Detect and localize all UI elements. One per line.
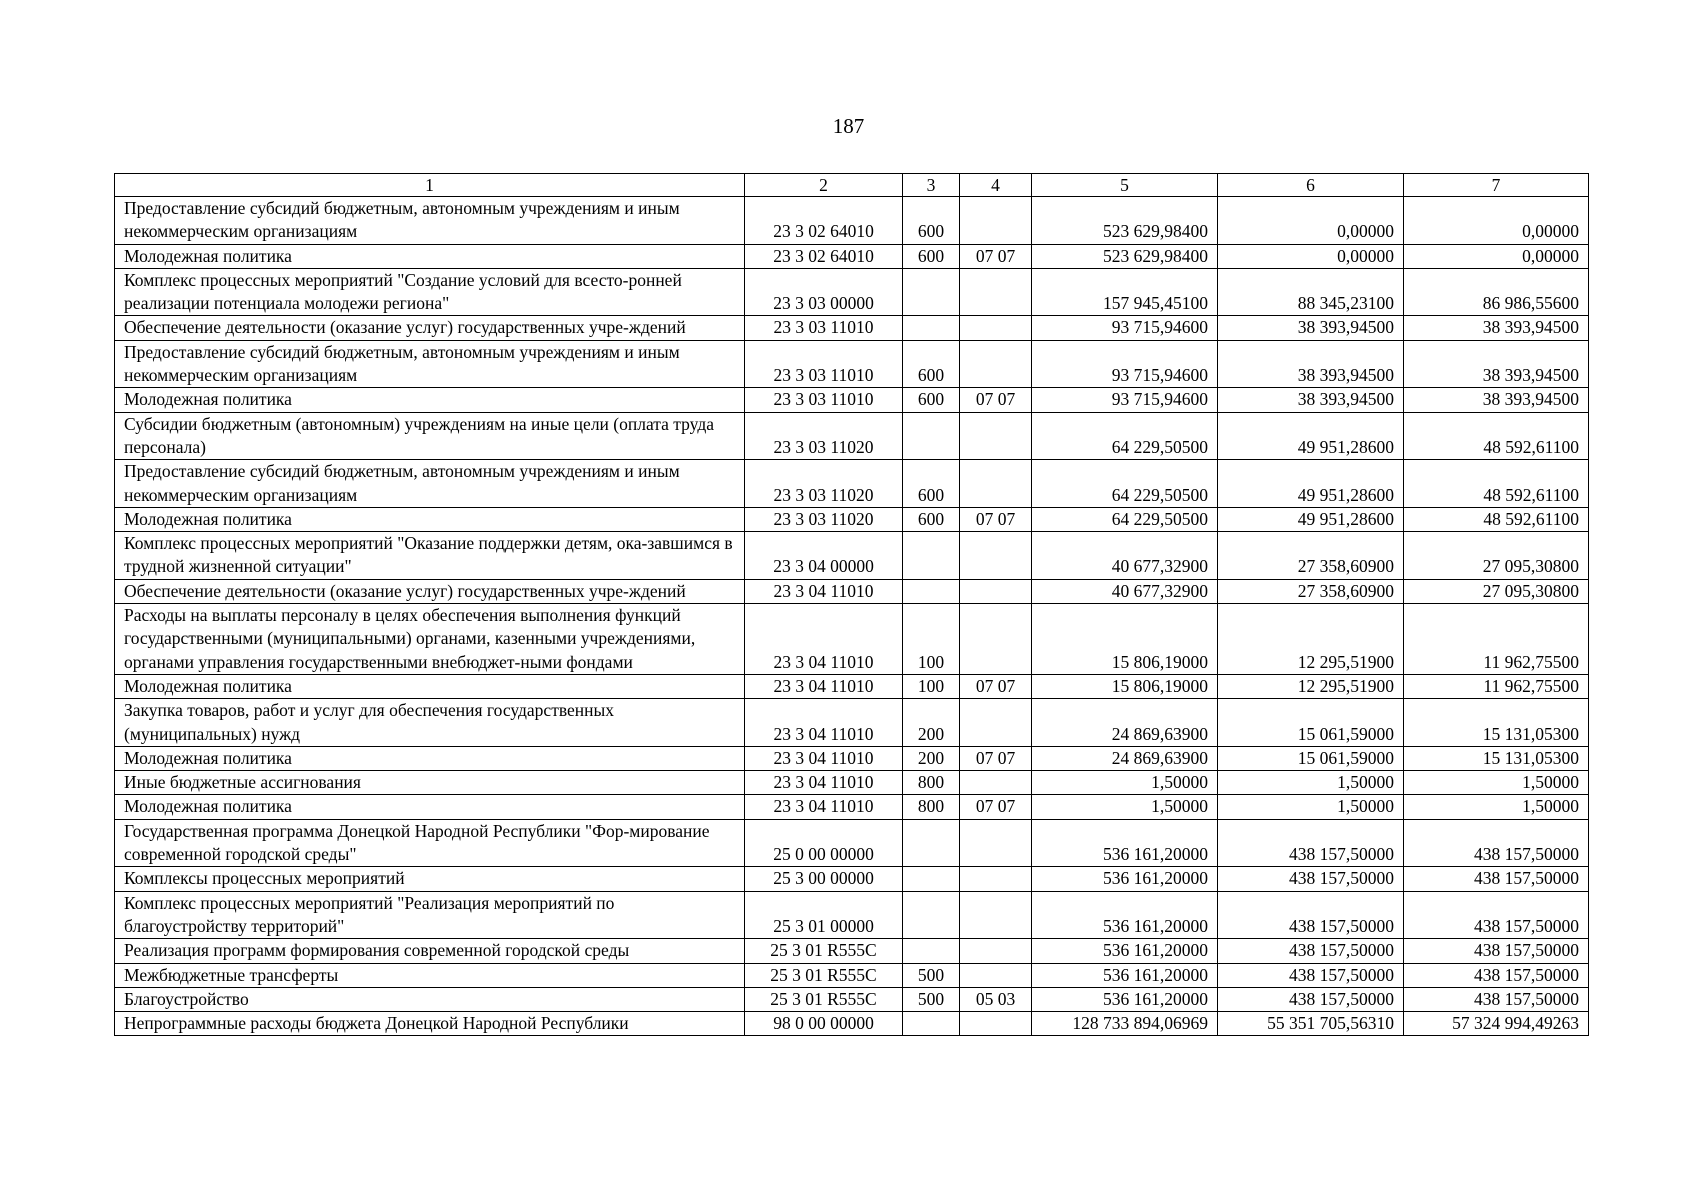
row-section-cell	[960, 579, 1032, 603]
table-row	[115, 771, 1589, 795]
row-expense-type-cell: 200	[903, 746, 960, 770]
row-amount-2-cell: 27 358,60900	[1218, 532, 1404, 580]
row-amount-3-cell: 0,00000	[1404, 244, 1589, 268]
row-section-cell	[960, 891, 1032, 939]
table-row	[115, 1012, 1589, 1036]
table-row	[115, 316, 1589, 340]
row-code-cell: 25 3 01 00000	[745, 891, 903, 939]
row-amount-3-cell: 38 393,94500	[1404, 340, 1589, 388]
row-expense-type-cell: 600	[903, 460, 960, 508]
row-amount-3-cell: 11 962,75500	[1404, 604, 1589, 675]
row-amount-3-cell: 48 592,61100	[1404, 412, 1589, 460]
table-row	[115, 746, 1589, 770]
row-section-cell	[960, 197, 1032, 245]
header-row	[115, 174, 1589, 197]
row-amount-1-cell: 93 715,94600	[1032, 316, 1218, 340]
row-expense-type-cell	[903, 891, 960, 939]
row-expense-type-cell	[903, 268, 960, 316]
row-amount-1-cell: 536 161,20000	[1032, 939, 1218, 963]
row-name-cell: Предоставление субсидий бюджетным, автономным учреждениям и иным некоммерческим организациям	[115, 340, 745, 388]
row-amount-2-cell: 15 061,59000	[1218, 699, 1404, 747]
row-code-cell: 23 3 04 11010	[745, 771, 903, 795]
row-code-cell: 23 3 04 11010	[745, 795, 903, 819]
row-expense-type-cell: 600	[903, 197, 960, 245]
row-section-cell	[960, 819, 1032, 867]
header-col-name: 1	[115, 174, 745, 197]
row-expense-type-cell: 500	[903, 987, 960, 1011]
row-code-cell: 23 3 04 11010	[745, 604, 903, 675]
row-code-cell: 23 3 03 11020	[745, 507, 903, 531]
row-amount-3-cell: 86 986,55600	[1404, 268, 1589, 316]
row-name-cell: Комплекс процессных мероприятий "Реализация мероприятий по благоустройству территорий"	[115, 891, 745, 939]
row-name-cell: Закупка товаров, работ и услуг для обеспечения государственных (муниципальных) нужд	[115, 699, 745, 747]
row-expense-type-cell: 800	[903, 771, 960, 795]
row-section-cell: 07 07	[960, 746, 1032, 770]
row-expense-type-cell	[903, 532, 960, 580]
row-amount-2-cell: 438 157,50000	[1218, 867, 1404, 891]
row-code-cell: 23 3 03 11010	[745, 388, 903, 412]
header-col-section: 4	[960, 174, 1032, 197]
row-amount-2-cell: 12 295,51900	[1218, 604, 1404, 675]
row-name-cell: Обеспечение деятельности (оказание услуг) государственных учре-ждений	[115, 579, 745, 603]
row-amount-2-cell: 38 393,94500	[1218, 340, 1404, 388]
row-amount-3-cell: 11 962,75500	[1404, 674, 1589, 698]
table-row	[115, 197, 1589, 245]
row-expense-type-cell	[903, 819, 960, 867]
row-code-cell: 23 3 02 64010	[745, 197, 903, 245]
row-amount-3-cell: 438 157,50000	[1404, 987, 1589, 1011]
row-name-cell: Иные бюджетные ассигнования	[115, 771, 745, 795]
row-amount-1-cell: 536 161,20000	[1032, 891, 1218, 939]
row-code-cell: 98 0 00 00000	[745, 1012, 903, 1036]
row-amount-2-cell: 88 345,23100	[1218, 268, 1404, 316]
row-name-cell: Обеспечение деятельности (оказание услуг) государственных учре-ждений	[115, 316, 745, 340]
table-row	[115, 340, 1589, 388]
row-amount-2-cell: 438 157,50000	[1218, 891, 1404, 939]
row-expense-type-cell	[903, 939, 960, 963]
row-name-cell: Комплексы процессных мероприятий	[115, 867, 745, 891]
row-amount-1-cell: 1,50000	[1032, 771, 1218, 795]
row-amount-2-cell: 55 351 705,56310	[1218, 1012, 1404, 1036]
row-amount-1-cell: 40 677,32900	[1032, 532, 1218, 580]
table-row	[115, 388, 1589, 412]
row-amount-1-cell: 24 869,63900	[1032, 746, 1218, 770]
row-name-cell: Государственная программа Донецкой Народной Республики "Фор-мирование современной городской среды"	[115, 819, 745, 867]
page-number: 187	[832, 114, 865, 138]
row-amount-2-cell: 1,50000	[1218, 771, 1404, 795]
row-amount-2-cell: 1,50000	[1218, 795, 1404, 819]
table-row	[115, 939, 1589, 963]
row-section-cell	[960, 699, 1032, 747]
row-code-cell: 23 3 03 00000	[745, 268, 903, 316]
table-row	[115, 532, 1589, 580]
table-body	[115, 197, 1589, 1036]
row-code-cell: 23 3 04 11010	[745, 579, 903, 603]
row-amount-2-cell: 438 157,50000	[1218, 939, 1404, 963]
row-amount-3-cell: 48 592,61100	[1404, 460, 1589, 508]
row-code-cell: 23 3 02 64010	[745, 244, 903, 268]
table-row	[115, 987, 1589, 1011]
row-amount-3-cell: 38 393,94500	[1404, 388, 1589, 412]
row-amount-3-cell: 48 592,61100	[1404, 507, 1589, 531]
row-amount-3-cell: 38 393,94500	[1404, 316, 1589, 340]
row-section-cell	[960, 939, 1032, 963]
row-section-cell: 07 07	[960, 674, 1032, 698]
row-section-cell	[960, 963, 1032, 987]
row-amount-1-cell: 93 715,94600	[1032, 340, 1218, 388]
row-amount-3-cell: 57 324 994,49263	[1404, 1012, 1589, 1036]
row-amount-3-cell: 15 131,05300	[1404, 746, 1589, 770]
row-amount-3-cell: 1,50000	[1404, 795, 1589, 819]
table-row	[115, 963, 1589, 987]
row-amount-2-cell: 49 951,28600	[1218, 412, 1404, 460]
row-name-cell: Молодежная политика	[115, 388, 745, 412]
row-amount-3-cell: 438 157,50000	[1404, 939, 1589, 963]
row-amount-2-cell: 38 393,94500	[1218, 316, 1404, 340]
table-row	[115, 579, 1589, 603]
header-col-target-code: 2	[745, 174, 903, 197]
row-amount-2-cell: 49 951,28600	[1218, 507, 1404, 531]
row-code-cell: 25 3 00 00000	[745, 867, 903, 891]
row-amount-1-cell: 15 806,19000	[1032, 674, 1218, 698]
table-row	[115, 244, 1589, 268]
row-amount-3-cell: 438 157,50000	[1404, 891, 1589, 939]
row-section-cell	[960, 604, 1032, 675]
row-expense-type-cell: 100	[903, 674, 960, 698]
row-amount-1-cell: 24 869,63900	[1032, 699, 1218, 747]
row-amount-3-cell: 438 157,50000	[1404, 867, 1589, 891]
row-expense-type-cell: 100	[903, 604, 960, 675]
row-amount-1-cell: 93 715,94600	[1032, 388, 1218, 412]
table-row	[115, 867, 1589, 891]
header-col-amount-1: 5	[1032, 174, 1218, 197]
table-row	[115, 460, 1589, 508]
row-name-cell: Комплекс процессных мероприятий "Оказание поддержки детям, ока-завшимся в трудной жизненной ситуации"	[115, 532, 745, 580]
row-section-cell: 07 07	[960, 795, 1032, 819]
row-code-cell: 23 3 03 11020	[745, 412, 903, 460]
row-code-cell: 23 3 03 11020	[745, 460, 903, 508]
row-amount-3-cell: 438 157,50000	[1404, 819, 1589, 867]
header-col-expense-type: 3	[903, 174, 960, 197]
row-amount-3-cell: 1,50000	[1404, 771, 1589, 795]
row-amount-3-cell: 438 157,50000	[1404, 963, 1589, 987]
row-code-cell: 23 3 04 11010	[745, 746, 903, 770]
row-amount-1-cell: 536 161,20000	[1032, 963, 1218, 987]
row-expense-type-cell: 800	[903, 795, 960, 819]
row-amount-1-cell: 40 677,32900	[1032, 579, 1218, 603]
row-amount-1-cell: 128 733 894,06969	[1032, 1012, 1218, 1036]
row-amount-1-cell: 1,50000	[1032, 795, 1218, 819]
row-section-cell	[960, 1012, 1032, 1036]
row-code-cell: 25 3 01 R555C	[745, 987, 903, 1011]
row-amount-2-cell: 0,00000	[1218, 244, 1404, 268]
row-name-cell: Расходы на выплаты персоналу в целях обеспечения выполнения функций государственными (муниципальными) органами, казенными учреждениями, органами управления государственными внебюджет-ными фондами	[115, 604, 745, 675]
row-expense-type-cell: 200	[903, 699, 960, 747]
row-amount-2-cell: 12 295,51900	[1218, 674, 1404, 698]
row-amount-1-cell: 15 806,19000	[1032, 604, 1218, 675]
row-section-cell	[960, 771, 1032, 795]
row-section-cell	[960, 867, 1032, 891]
row-amount-1-cell: 523 629,98400	[1032, 244, 1218, 268]
row-code-cell: 25 3 01 R555C	[745, 963, 903, 987]
row-amount-2-cell: 15 061,59000	[1218, 746, 1404, 770]
row-amount-2-cell: 38 393,94500	[1218, 388, 1404, 412]
row-expense-type-cell	[903, 1012, 960, 1036]
row-name-cell: Благоустройство	[115, 987, 745, 1011]
row-name-cell: Предоставление субсидий бюджетным, автономным учреждениям и иным некоммерческим организациям	[115, 460, 745, 508]
row-section-cell: 07 07	[960, 388, 1032, 412]
row-expense-type-cell	[903, 579, 960, 603]
row-amount-1-cell: 536 161,20000	[1032, 987, 1218, 1011]
row-section-cell	[960, 532, 1032, 580]
table-row	[115, 412, 1589, 460]
row-expense-type-cell: 600	[903, 244, 960, 268]
row-name-cell: Молодежная политика	[115, 674, 745, 698]
row-amount-1-cell: 64 229,50500	[1032, 507, 1218, 531]
row-name-cell: Реализация программ формирования современной городской среды	[115, 939, 745, 963]
header-col-amount-3: 7	[1404, 174, 1589, 197]
row-code-cell: 25 0 00 00000	[745, 819, 903, 867]
row-section-cell: 05 03	[960, 987, 1032, 1011]
row-section-cell	[960, 316, 1032, 340]
table-row	[115, 819, 1589, 867]
row-code-cell: 23 3 04 11010	[745, 674, 903, 698]
row-amount-1-cell: 536 161,20000	[1032, 867, 1218, 891]
row-code-cell: 23 3 03 11010	[745, 316, 903, 340]
row-amount-3-cell: 27 095,30800	[1404, 532, 1589, 580]
row-expense-type-cell	[903, 412, 960, 460]
row-amount-2-cell: 438 157,50000	[1218, 819, 1404, 867]
row-amount-1-cell: 523 629,98400	[1032, 197, 1218, 245]
table-row	[115, 699, 1589, 747]
row-name-cell: Непрограммные расходы бюджета Донецкой Народной Республики	[115, 1012, 745, 1036]
row-section-cell: 07 07	[960, 244, 1032, 268]
row-expense-type-cell: 500	[903, 963, 960, 987]
row-expense-type-cell	[903, 867, 960, 891]
row-expense-type-cell	[903, 316, 960, 340]
row-amount-1-cell: 64 229,50500	[1032, 460, 1218, 508]
row-amount-2-cell: 0,00000	[1218, 197, 1404, 245]
row-expense-type-cell: 600	[903, 388, 960, 412]
row-amount-2-cell: 438 157,50000	[1218, 987, 1404, 1011]
table-row	[115, 268, 1589, 316]
row-amount-1-cell: 157 945,45100	[1032, 268, 1218, 316]
row-code-cell: 25 3 01 R555C	[745, 939, 903, 963]
row-name-cell: Предоставление субсидий бюджетным, автономным учреждениям и иным некоммерческим организациям	[115, 197, 745, 245]
table-row	[115, 507, 1589, 531]
row-name-cell: Молодежная политика	[115, 244, 745, 268]
row-name-cell: Комплекс процессных мероприятий "Создание условий для всесто-ронней реализации потенциала молодежи региона"	[115, 268, 745, 316]
row-name-cell: Субсидии бюджетным (автономным) учреждениям на иные цели (оплата труда персонала)	[115, 412, 745, 460]
table-row	[115, 795, 1589, 819]
row-code-cell: 23 3 03 11010	[745, 340, 903, 388]
table-row	[115, 891, 1589, 939]
table-header	[115, 174, 1589, 197]
row-code-cell: 23 3 04 00000	[745, 532, 903, 580]
row-section-cell	[960, 412, 1032, 460]
row-amount-1-cell: 64 229,50500	[1032, 412, 1218, 460]
row-section-cell	[960, 340, 1032, 388]
table-row	[115, 604, 1589, 675]
budget-table	[114, 173, 1589, 1036]
row-amount-3-cell: 15 131,05300	[1404, 699, 1589, 747]
row-name-cell: Молодежная политика	[115, 795, 745, 819]
row-expense-type-cell: 600	[903, 507, 960, 531]
row-name-cell: Молодежная политика	[115, 746, 745, 770]
row-amount-3-cell: 0,00000	[1404, 197, 1589, 245]
row-amount-3-cell: 27 095,30800	[1404, 579, 1589, 603]
table-row	[115, 674, 1589, 698]
row-amount-2-cell: 438 157,50000	[1218, 963, 1404, 987]
row-section-cell	[960, 268, 1032, 316]
row-section-cell: 07 07	[960, 507, 1032, 531]
row-section-cell	[960, 460, 1032, 508]
row-name-cell: Межбюджетные трансферты	[115, 963, 745, 987]
row-expense-type-cell: 600	[903, 340, 960, 388]
row-amount-1-cell: 536 161,20000	[1032, 819, 1218, 867]
row-amount-2-cell: 27 358,60900	[1218, 579, 1404, 603]
row-name-cell: Молодежная политика	[115, 507, 745, 531]
row-amount-2-cell: 49 951,28600	[1218, 460, 1404, 508]
row-code-cell: 23 3 04 11010	[745, 699, 903, 747]
header-col-amount-2: 6	[1218, 174, 1404, 197]
